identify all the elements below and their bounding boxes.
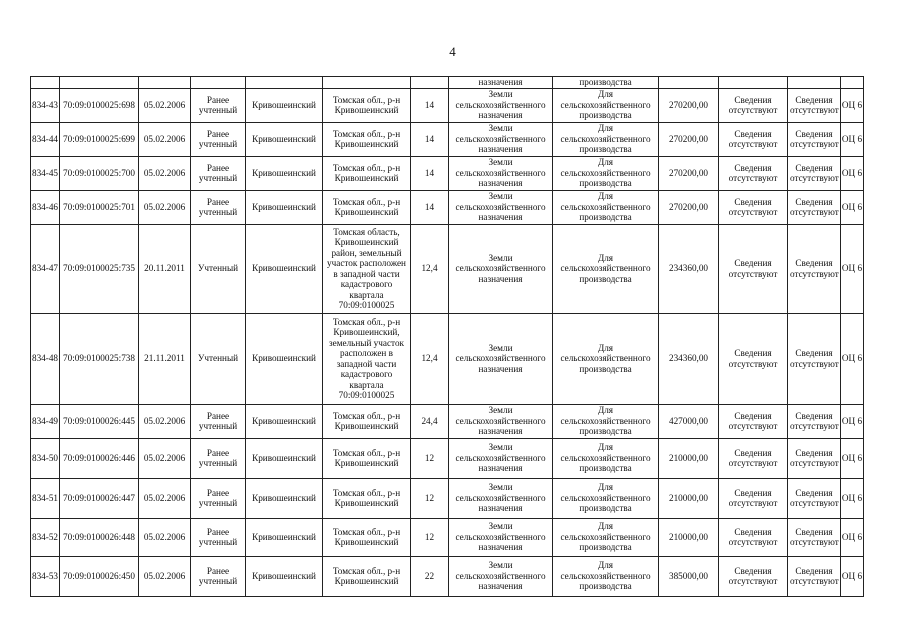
cell-district: Кривошеинский bbox=[246, 556, 323, 596]
cell-cadastral-value: 270200,00 bbox=[659, 88, 719, 122]
cell-info-1: Сведения отсутствуют bbox=[719, 404, 788, 438]
cell-info-1: Сведения отсутствуют bbox=[719, 122, 788, 156]
cell-info-2: Сведения отсутствуют bbox=[788, 190, 841, 224]
cell-land-category: Земли сельскохозяйственного назначения bbox=[449, 122, 553, 156]
cell-land-category: Земли сельскохозяйственного назначения bbox=[449, 518, 553, 556]
cell-district: Кривошеинский bbox=[246, 224, 323, 313]
table-row bbox=[31, 518, 864, 556]
cell-code: ОЦ 6 bbox=[841, 438, 864, 478]
cell-status: Ранее учтенный bbox=[191, 122, 246, 156]
cell-info-2: Сведения отсутствуют bbox=[788, 404, 841, 438]
cell-cadastral-value: 234360,00 bbox=[659, 224, 719, 313]
cell-info-1: Сведения отсутствуют bbox=[719, 224, 788, 313]
cell-date: 05.02.2006 bbox=[139, 518, 191, 556]
cell-row-number: 834-43 bbox=[31, 88, 60, 122]
cell-row-number: 834-46 bbox=[31, 190, 60, 224]
cell-date: 05.02.2006 bbox=[139, 556, 191, 596]
cell-area: 22 bbox=[411, 556, 449, 596]
cell-row-number: 834-53 bbox=[31, 556, 60, 596]
cell-land-category: Земли сельскохозяйственного назначения bbox=[449, 88, 553, 122]
cell-date: 05.02.2006 bbox=[139, 88, 191, 122]
cell-land-category: Земли сельскохозяйственного назначения bbox=[449, 224, 553, 313]
cell-district: Кривошеинский bbox=[246, 518, 323, 556]
cell-status: Учтенный bbox=[191, 224, 246, 313]
cell-info-2: Сведения отсутствуют bbox=[788, 122, 841, 156]
cell-status: Ранее учтенный bbox=[191, 518, 246, 556]
cell-code: ОЦ 6 bbox=[841, 88, 864, 122]
cell-district: Кривошеинский bbox=[246, 438, 323, 478]
cell-status: Ранее учтенный bbox=[191, 438, 246, 478]
table-row bbox=[31, 224, 864, 313]
page-number: 4 bbox=[449, 44, 456, 59]
cell-status: Учтенный bbox=[191, 313, 246, 404]
cell-land-category: Земли сельскохозяйственного назначения bbox=[449, 404, 553, 438]
cell-area: 12,4 bbox=[411, 224, 449, 313]
cell-empty bbox=[788, 77, 841, 89]
table-body bbox=[31, 77, 864, 597]
cell-info-1: Сведения отсутствуют bbox=[719, 156, 788, 190]
cell-district: Кривошеинский bbox=[246, 122, 323, 156]
cell-code: ОЦ 6 bbox=[841, 556, 864, 596]
cell-area: 14 bbox=[411, 122, 449, 156]
cell-permitted-use: Для сельскохозяйственного производства bbox=[553, 88, 659, 122]
cell-row-number: 834-47 bbox=[31, 224, 60, 313]
cell-date: 05.02.2006 bbox=[139, 156, 191, 190]
table-row bbox=[31, 190, 864, 224]
cell-info-1: Сведения отсутствуют bbox=[719, 478, 788, 518]
cell-status: Ранее учтенный bbox=[191, 478, 246, 518]
cell-area: 14 bbox=[411, 190, 449, 224]
cell-date: 20.11.2011 bbox=[139, 224, 191, 313]
cell-cadastral-number: 70:09:0100025:700 bbox=[60, 156, 139, 190]
cell-code: ОЦ 6 bbox=[841, 313, 864, 404]
cell-cadastral-value: 270200,00 bbox=[659, 190, 719, 224]
cell-land-category: Земли сельскохозяйственного назначения bbox=[449, 438, 553, 478]
cell-land-category: Земли сельскохозяйственного назначения bbox=[449, 313, 553, 404]
cell-empty bbox=[139, 77, 191, 89]
cell-row-number: 834-50 bbox=[31, 438, 60, 478]
cell-status: Ранее учтенный bbox=[191, 556, 246, 596]
cell-empty bbox=[60, 77, 139, 89]
cell-district: Кривошеинский bbox=[246, 404, 323, 438]
cell-cadastral-value: 234360,00 bbox=[659, 313, 719, 404]
table-row bbox=[31, 478, 864, 518]
cell-district: Кривошеинский bbox=[246, 313, 323, 404]
cell-cadastral-value: 210000,00 bbox=[659, 438, 719, 478]
table-row bbox=[31, 556, 864, 596]
cell-info-2: Сведения отсутствуют bbox=[788, 88, 841, 122]
cell-address: Томская обл., р-н Кривошеинский bbox=[323, 556, 411, 596]
cell-land-category: Земли сельскохозяйственного назначения bbox=[449, 156, 553, 190]
cell-code: ОЦ 6 bbox=[841, 518, 864, 556]
cell-code: ОЦ 6 bbox=[841, 478, 864, 518]
cell-area: 12 bbox=[411, 478, 449, 518]
cell-date: 05.02.2006 bbox=[139, 122, 191, 156]
cell-row-number: 834-45 bbox=[31, 156, 60, 190]
cell-address: Томская обл., р-н Кривошеинский, земельный участок расположен в западной части кадастрового квартала 70:09:0100025 bbox=[323, 313, 411, 404]
cell-land-category: Земли сельскохозяйственного назначения bbox=[449, 556, 553, 596]
cell-address: Томская обл., р-н Кривошеинский bbox=[323, 122, 411, 156]
cell-cadastral-number: 70:09:0100026:448 bbox=[60, 518, 139, 556]
cell-permitted-use: Для сельскохозяйственного производства bbox=[553, 438, 659, 478]
cell-code: ОЦ 6 bbox=[841, 224, 864, 313]
cell-cadastral-value: 385000,00 bbox=[659, 556, 719, 596]
cell-info-2: Сведения отсутствуют bbox=[788, 478, 841, 518]
cell-permitted-use: Для сельскохозяйственного производства bbox=[553, 518, 659, 556]
cell-row-number: 834-49 bbox=[31, 404, 60, 438]
cell-empty bbox=[31, 77, 60, 89]
cell-info-2: Сведения отсутствуют bbox=[788, 313, 841, 404]
cell-status: Ранее учтенный bbox=[191, 156, 246, 190]
cell-code: ОЦ 6 bbox=[841, 122, 864, 156]
cell-permitted-use: Для сельскохозяйственного производства bbox=[553, 313, 659, 404]
cell-address: Томская обл., р-н Кривошеинский bbox=[323, 518, 411, 556]
cell-empty bbox=[841, 77, 864, 89]
cell-area: 12 bbox=[411, 518, 449, 556]
cell-permitted-use: Для сельскохозяйственного производства bbox=[553, 404, 659, 438]
cell-code: ОЦ 6 bbox=[841, 404, 864, 438]
cell-permitted-use: Для сельскохозяйственного производства bbox=[553, 190, 659, 224]
cell-category: назначения bbox=[449, 77, 553, 89]
table-row bbox=[31, 88, 864, 122]
cell-permitted-use: Для сельскохозяйственного производства bbox=[553, 556, 659, 596]
cell-address: Томская обл., р-н Кривошеинский bbox=[323, 478, 411, 518]
cell-address: Томская обл., р-н Кривошеинский bbox=[323, 190, 411, 224]
cell-address: Томская обл., р-н Кривошеинский bbox=[323, 88, 411, 122]
cell-use: производства bbox=[553, 77, 659, 89]
cell-cadastral-number: 70:09:0100025:701 bbox=[60, 190, 139, 224]
table-row bbox=[31, 438, 864, 478]
cell-cadastral-value: 210000,00 bbox=[659, 478, 719, 518]
cell-empty bbox=[659, 77, 719, 89]
cell-info-2: Сведения отсутствуют bbox=[788, 518, 841, 556]
cell-cadastral-value: 270200,00 bbox=[659, 122, 719, 156]
cell-cadastral-number: 70:09:0100025:738 bbox=[60, 313, 139, 404]
cell-info-2: Сведения отсутствуют bbox=[788, 556, 841, 596]
cell-info-2: Сведения отсутствуют bbox=[788, 156, 841, 190]
cell-permitted-use: Для сельскохозяйственного производства bbox=[553, 156, 659, 190]
cell-land-category: Земли сельскохозяйственного назначения bbox=[449, 190, 553, 224]
cell-info-1: Сведения отсутствуют bbox=[719, 190, 788, 224]
cell-area: 12 bbox=[411, 438, 449, 478]
cell-address: Томская область, Кривошеинский район, земельный участок расположен в западной части кадастрового квартала 70:09:0100025 bbox=[323, 224, 411, 313]
cell-cadastral-number: 70:09:0100026:450 bbox=[60, 556, 139, 596]
cell-status: Ранее учтенный bbox=[191, 404, 246, 438]
cell-land-category: Земли сельскохозяйственного назначения bbox=[449, 478, 553, 518]
cell-info-1: Сведения отсутствуют bbox=[719, 556, 788, 596]
cell-date: 05.02.2006 bbox=[139, 438, 191, 478]
cell-row-number: 834-48 bbox=[31, 313, 60, 404]
land-registry-table bbox=[30, 76, 864, 597]
table-row bbox=[31, 404, 864, 438]
cell-area: 14 bbox=[411, 156, 449, 190]
cell-date: 05.02.2006 bbox=[139, 478, 191, 518]
table-row bbox=[31, 122, 864, 156]
cell-district: Кривошеинский bbox=[246, 88, 323, 122]
cell-empty bbox=[191, 77, 246, 89]
table-row-continued bbox=[31, 77, 864, 89]
cell-date: 05.02.2006 bbox=[139, 404, 191, 438]
cell-info-1: Сведения отсутствуют bbox=[719, 438, 788, 478]
table-row bbox=[31, 313, 864, 404]
cell-cadastral-number: 70:09:0100026:445 bbox=[60, 404, 139, 438]
cell-code: ОЦ 6 bbox=[841, 190, 864, 224]
cell-district: Кривошеинский bbox=[246, 190, 323, 224]
cell-empty bbox=[323, 77, 411, 89]
cell-info-1: Сведения отсутствуют bbox=[719, 313, 788, 404]
cell-info-2: Сведения отсутствуют bbox=[788, 438, 841, 478]
cell-permitted-use: Для сельскохозяйственного производства bbox=[553, 224, 659, 313]
cell-cadastral-number: 70:09:0100025:699 bbox=[60, 122, 139, 156]
cell-row-number: 834-52 bbox=[31, 518, 60, 556]
cell-cadastral-value: 270200,00 bbox=[659, 156, 719, 190]
cell-code: ОЦ 6 bbox=[841, 156, 864, 190]
cell-district: Кривошеинский bbox=[246, 478, 323, 518]
cell-cadastral-number: 70:09:0100026:446 bbox=[60, 438, 139, 478]
cell-address: Томская обл., р-н Кривошеинский bbox=[323, 156, 411, 190]
cell-cadastral-value: 427000,00 bbox=[659, 404, 719, 438]
cell-status: Ранее учтенный bbox=[191, 190, 246, 224]
cell-cadastral-number: 70:09:0100025:735 bbox=[60, 224, 139, 313]
cell-empty bbox=[246, 77, 323, 89]
cell-district: Кривошеинский bbox=[246, 156, 323, 190]
cell-permitted-use: Для сельскохозяйственного производства bbox=[553, 122, 659, 156]
cell-address: Томская обл., р-н Кривошеинский bbox=[323, 438, 411, 478]
cell-area: 24,4 bbox=[411, 404, 449, 438]
cell-cadastral-value: 210000,00 bbox=[659, 518, 719, 556]
cell-empty bbox=[411, 77, 449, 89]
table-row bbox=[31, 156, 864, 190]
cell-info-2: Сведения отсутствуют bbox=[788, 224, 841, 313]
cell-info-1: Сведения отсутствуют bbox=[719, 518, 788, 556]
cell-area: 12,4 bbox=[411, 313, 449, 404]
cell-date: 05.02.2006 bbox=[139, 190, 191, 224]
cell-empty bbox=[719, 77, 788, 89]
cell-date: 21.11.2011 bbox=[139, 313, 191, 404]
cell-permitted-use: Для сельскохозяйственного производства bbox=[553, 478, 659, 518]
cell-info-1: Сведения отсутствуют bbox=[719, 88, 788, 122]
cell-status: Ранее учтенный bbox=[191, 88, 246, 122]
cell-cadastral-number: 70:09:0100025:698 bbox=[60, 88, 139, 122]
cell-address: Томская обл., р-н Кривошеинский bbox=[323, 404, 411, 438]
cell-area: 14 bbox=[411, 88, 449, 122]
cell-cadastral-number: 70:09:0100026:447 bbox=[60, 478, 139, 518]
cell-row-number: 834-44 bbox=[31, 122, 60, 156]
cell-row-number: 834-51 bbox=[31, 478, 60, 518]
